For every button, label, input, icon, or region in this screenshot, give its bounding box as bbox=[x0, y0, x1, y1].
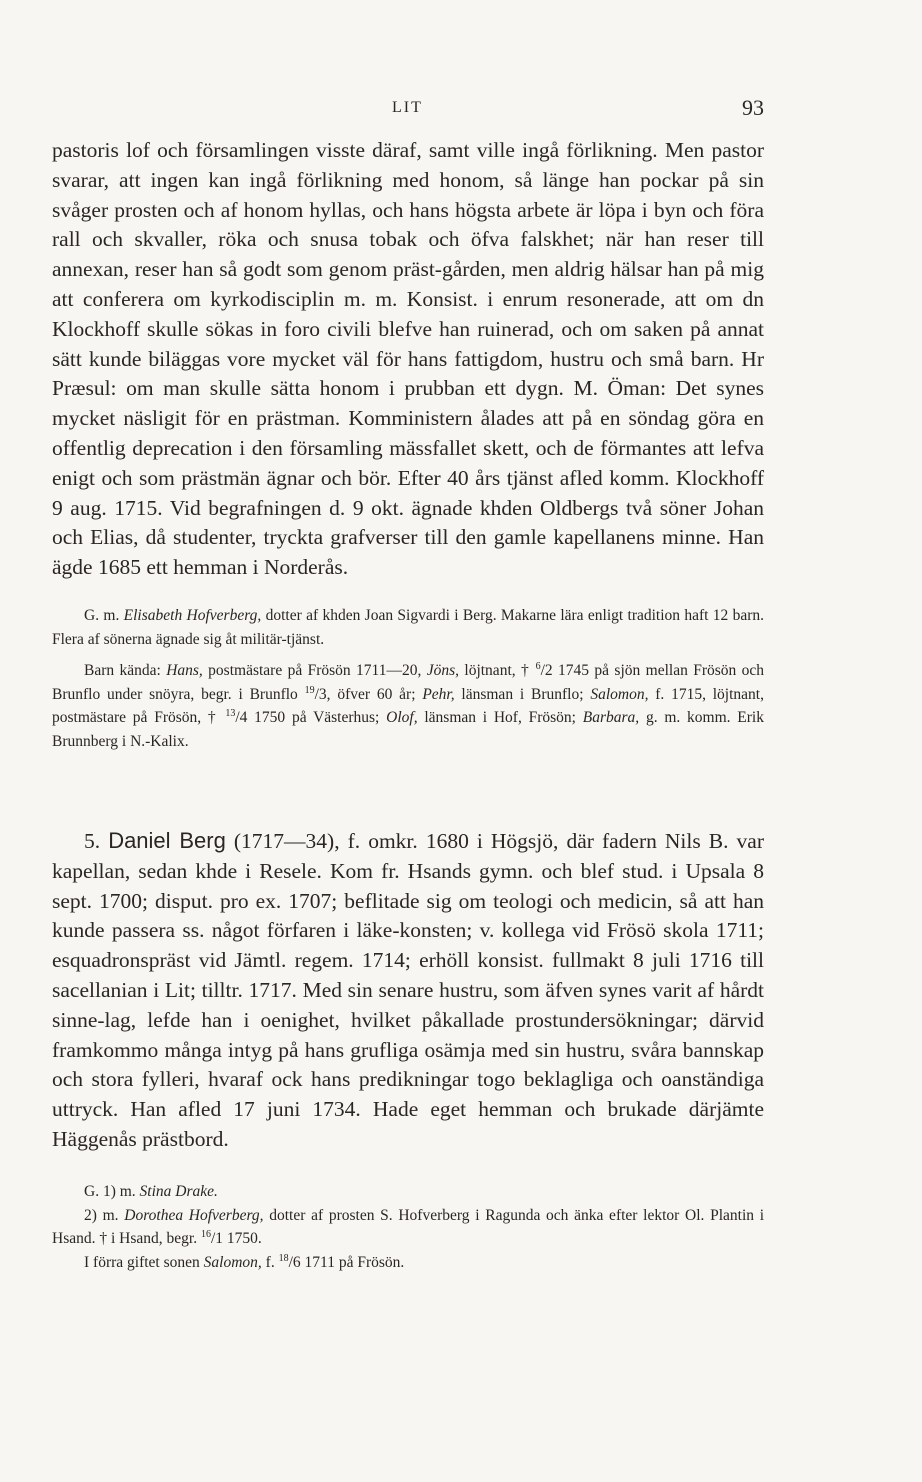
notes-block-2 bbox=[52, 1180, 764, 1274]
entry-name: Daniel Berg bbox=[108, 828, 226, 853]
marriage-note: G. m. Elisabeth Hofverberg, dotter af khden Joan Sigvardi i Berg. Makarne lära enligt tradition haft 12 barn. Flera af sönerna ägnade sig åt militär-tjänst. bbox=[52, 607, 765, 648]
entry-number: 5. bbox=[84, 829, 109, 853]
entry-text: (1717—34), f. omkr. 1680 i Högsjö, där fadern Nils B. var kapellan, sedan khde i Resele. Kom fr. Hsands gymn. och blef stud. i Upsala 8 sept. 1700; disput. pro ex. 1707; beflitade sig om teologi och medicin, så att han kunde passera ss. något förfaren i läke-konsten; v. kollega vid Frösö skola 1711; esquadronspräst vid Jämtl. regem. 1714; erhöll konsist. fullmakt 8 juli 1716 till sacellanian i Lit; tilltr. 1717. Med sin senare hustru, som äfven synes varit af hårdt sinne-lag, lefde han i oenighet, hvilket påkallade prostundersökningar; därvid framkommo många intyg på hans grufliga osämja med sin hustru, svåra bannskap och stora fylleri, hvaraf ock hans predikningar togo beklagliga och oanständiga uttryck. Han afled 17 juni 1734. Hade eget hemman och brukade därjämte Häggenås prästbord. bbox=[52, 829, 765, 1151]
entry-daniel-berg bbox=[52, 826, 764, 1155]
page-header bbox=[52, 95, 764, 125]
paragraph-text: pastoris lof och församlingen visste däraf, samt ville ingå förlikning. Men pastor svarar, att ingen kan ingå förlikning med honom, så länge han pockar på sin svåger prosten och af honom hyllas, och hans högsta arbete är löpa i byn och föra rall och skvaller, röka och snusa tobak och öfva falskhet; när han reser till annexan, reser han så godt som genom präst-gården, men aldrig hälsar han på mig att conferera om kyrkodisciplin m. m. Konsist. i enrum resonerade, att om dn Klockhoff skulle sökas in foro civili blefve han ruinerad, och om saken på annat sätt kunde biläggas vore mycket väl för hans fattigdom, hustru och små barn. Hr Præsul: om man skulle sätta honom i prubban ett dygn. M. Öman: Det synes mycket näsligit för en prästman. Komministern ålades att på en söndag göra en offentlig deprecation i den församling mässfallet skett, och de förmantes att lefva enigt och som prästmän ägnar och bör. Efter 40 års tjänst afled komm. Klockhoff 9 aug. 1715. Vid begrafningen d. 9 okt. ägnade khden Oldbergs två söner Johan och Elias, då studenter, tryckta grafverser till den gamle kapellanens minne. Han ägde 1685 ett hemman i Norderås. bbox=[52, 138, 764, 580]
son-note: I förra giftet sonen Salomon, f. $^{18}$/6 1711 på Frösön. bbox=[84, 1252, 405, 1271]
running-title: LIT bbox=[392, 99, 423, 116]
entry-paragraph bbox=[52, 826, 764, 1155]
notes-block-1 bbox=[52, 604, 764, 753]
first-marriage-note: G. 1) m. Stina Drake. bbox=[84, 1183, 218, 1200]
second-marriage-note: 2) m. Dorothea Hofverberg, dotter af prosten S. Hofverberg i Ragunda och änka efter lektor Ol. Plantin i Hsand. † i Hsand, begr. $^{16}$/1 1750. bbox=[52, 1206, 765, 1247]
page-number: 93 bbox=[742, 95, 764, 120]
main-paragraph bbox=[52, 136, 764, 583]
spouse-name: Elisabeth Hofverberg, bbox=[123, 607, 262, 624]
children-note: Barn kända: Hans, postmästare på Frösön 1711—20, Jöns, löjtnant, † $^6$/2 1745 på sjön mellan Frösön och Brunflo under snöyra, begr. i Brunflo $^{19}$/3, öfver 60 år; Pehr, länsman i Brunflo; Salomon, f. 1715, löjtnant, postmästare på Frösön, † $^{13}$/4 1750 på Västerhus; Olof, länsman i Hof, Frösön; Barbara, g. m. komm. Erik Brunnberg i N.-Kalix. bbox=[52, 661, 765, 750]
